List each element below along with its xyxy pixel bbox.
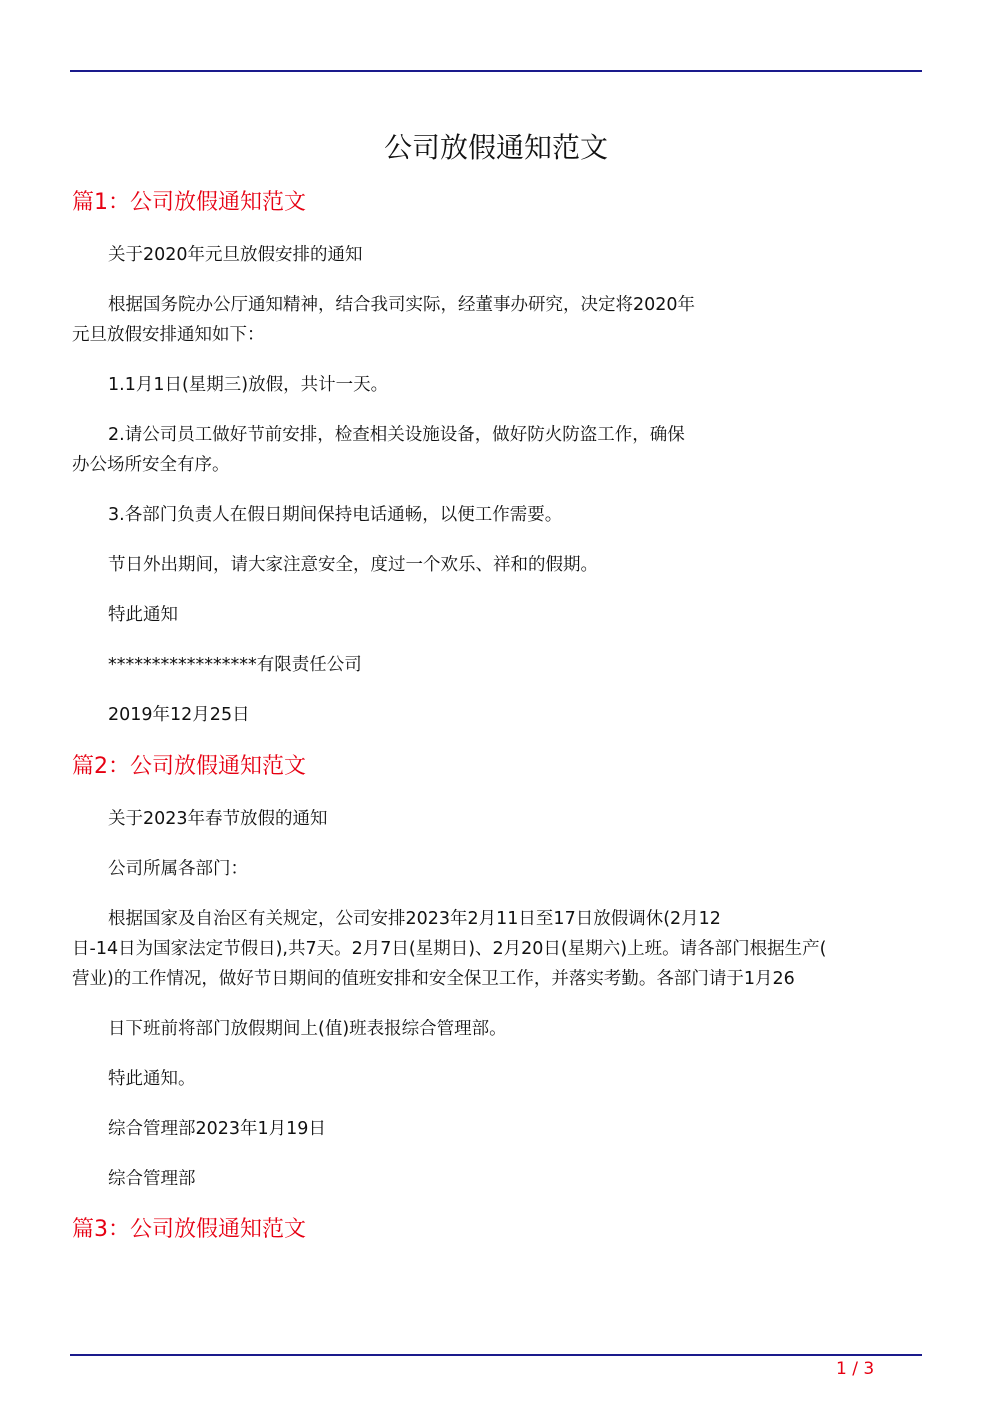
section-heading-2: 篇2：公司放假通知范文 <box>72 754 306 779</box>
paragraph: 关于2023年春节放假的通知 <box>108 809 328 829</box>
paragraph-continuation: 元旦放假安排通知如下： <box>72 325 265 345</box>
paragraph: 2019年12月25日 <box>108 705 250 725</box>
paragraph: 公司所属各部门： <box>108 859 248 879</box>
footer-rule <box>70 1354 922 1356</box>
section-heading-1: 篇1：公司放假通知范文 <box>72 190 306 215</box>
paragraph: 节日外出期间，请大家注意安全，度过一个欢乐、祥和的假期。 <box>108 555 598 575</box>
paragraph: 2.请公司员工做好节前安排，检查相关设施设备，做好防火防盗工作，确保 <box>108 425 685 445</box>
paragraph: 根据国家及自治区有关规定，公司安排2023年2月11日至17日放假调休(2月12 <box>108 909 721 929</box>
paragraph: 根据国务院办公厅通知精神，结合我司实际，经董事办研究，决定将2020年 <box>108 295 696 315</box>
header-rule <box>70 70 922 72</box>
paragraph: 1.1月1日(星期三)放假，共计一天。 <box>108 375 389 395</box>
paragraph-continuation: 办公场所安全有序。 <box>72 455 230 475</box>
paragraph-continuation: 营业)的工作情况，做好节日期间的值班安排和安全保卫工作，并落实考勤。各部门请于1月26 <box>72 969 795 989</box>
paragraph: *****************有限责任公司 <box>108 655 362 675</box>
paragraph-continuation: 日-14日为国家法定节假日),共7天。2月7日(星期日)、2月20日(星期六)上班。请各部门根据生产( <box>72 939 827 959</box>
section-heading-3: 篇3：公司放假通知范文 <box>72 1217 306 1242</box>
paragraph: 综合管理部2023年1月19日 <box>108 1119 326 1139</box>
paragraph: 关于2020年元旦放假安排的通知 <box>108 245 363 265</box>
paragraph: 特此通知 <box>108 605 178 625</box>
document-title: 公司放假通知范文 <box>383 131 608 164</box>
page-number: 1 / 3 <box>836 1359 875 1379</box>
paragraph: 日下班前将部门放假期间上(值)班表报综合管理部。 <box>108 1019 507 1039</box>
paragraph: 特此通知。 <box>108 1069 196 1089</box>
paragraph: 综合管理部 <box>108 1169 196 1189</box>
paragraph: 3.各部门负责人在假日期间保持电话通畅，以便工作需要。 <box>108 505 563 525</box>
